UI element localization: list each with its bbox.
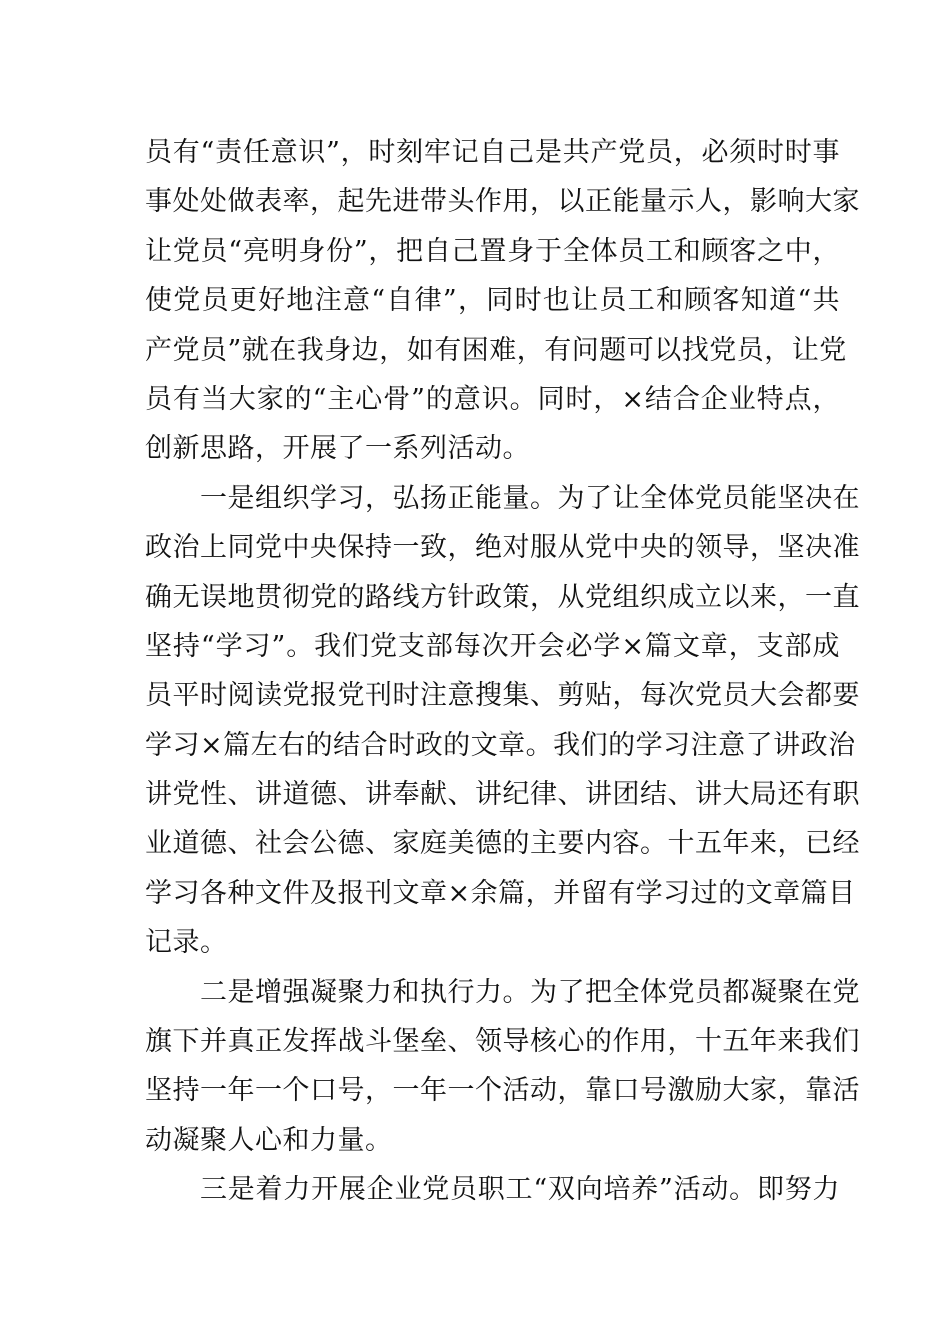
text-line: 学习×篇左右的结合时政的文章。我们的学习注意了讲政治 — [145, 729, 856, 761]
paragraph-first-line: 一是组织学习，弘扬正能量。为了让全体党员能坚决在 — [200, 482, 860, 514]
paragraph-first-line: 二是增强凝聚力和执行力。为了把全体党员都凝聚在党 — [200, 976, 860, 1008]
text-line: 坚持一年一个口号，一年一个活动，靠口号激励大家，靠活 — [145, 1075, 860, 1107]
paragraph-first-line: 三是着力开展企业党员职工“双向培养”活动。即努力 — [200, 1174, 840, 1206]
text-line: 确无误地贯彻党的路线方针政策，从党组织成立以来，一直 — [145, 581, 860, 613]
body-text — [145, 128, 860, 1215]
text-line: 员有当大家的“主心骨”的意识。同时，×结合企业特点， — [145, 383, 840, 415]
text-line: 坚持“学习”。我们党支部每次开会必学×篇文章，支部成 — [145, 630, 840, 662]
text-line: 业道德、社会公德、家庭美德的主要内容。十五年来，已经 — [145, 828, 860, 860]
text-line: 员平时阅读党报党刊时注意搜集、剪贴，每次党员大会都要 — [145, 680, 860, 712]
text-line: 事处处做表率，起先进带头作用，以正能量示人，影响大家 — [145, 186, 860, 218]
text-line: 学习各种文件及报刊文章×余篇，并留有学习过的文章篇目 — [145, 877, 856, 909]
text-line: 讲党性、讲道德、讲奉献、讲纪律、讲团结、讲大局还有职 — [145, 779, 860, 811]
text-line: 记录。 — [145, 927, 228, 959]
text-line: 政治上同党中央保持一致，绝对服从党中央的领导，坚决准 — [145, 532, 860, 564]
text-line: 使党员更好地注意“自律”，同时也让员工和顾客知道“共 — [145, 285, 840, 317]
text-line: 员有“责任意识”，时刻牢记自己是共产党员，必须时时事 — [145, 137, 840, 168]
text-line: 动凝聚人心和力量。 — [145, 1124, 393, 1156]
text-line: 旗下并真正发挥战斗堡垒、领导核心的作用，十五年来我们 — [145, 1026, 860, 1058]
text-line: 产党员”就在我身边，如有困难，有问题可以找党员，让党 — [145, 334, 847, 366]
text-line: 创新思路，开展了一系列活动。 — [145, 433, 530, 465]
text-line: 让党员“亮明身份”，把自己置身于全体员工和顾客之中， — [145, 235, 840, 267]
